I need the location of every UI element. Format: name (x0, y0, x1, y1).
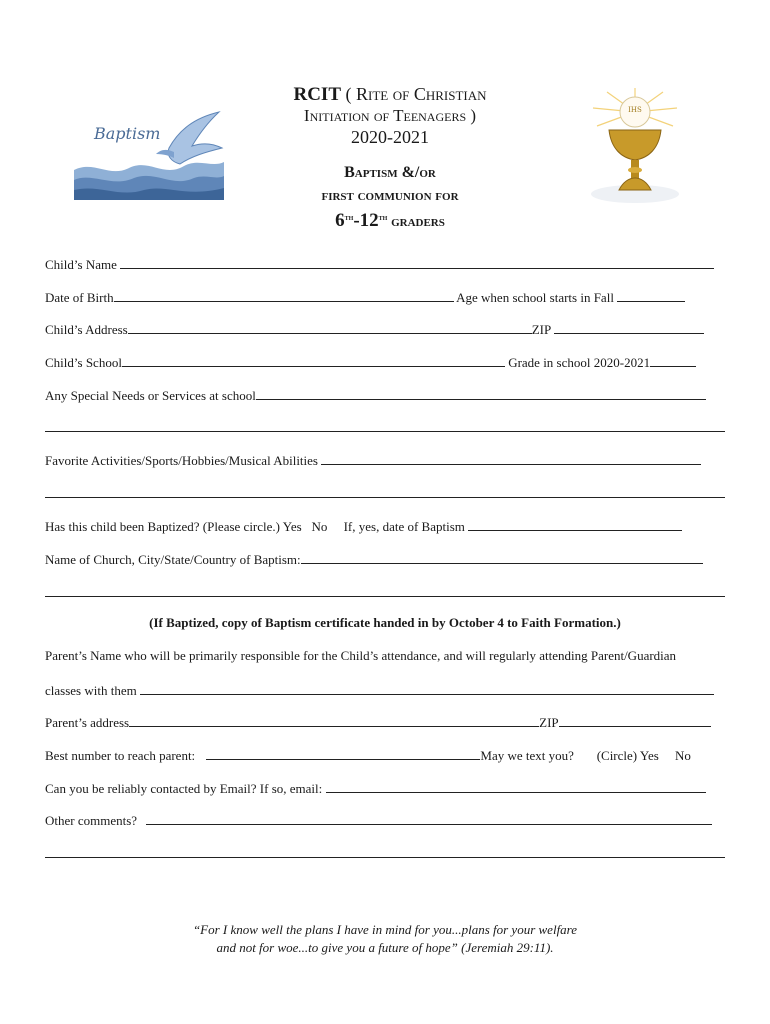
grade-end-suffix: th (378, 211, 388, 222)
childs-school-field[interactable] (122, 353, 505, 367)
dob-row (45, 288, 685, 306)
email-field[interactable] (326, 779, 706, 793)
parent-name-field[interactable] (140, 681, 714, 695)
church-field[interactable] (301, 550, 703, 564)
baptized-row (45, 517, 682, 535)
chalice-icon (585, 86, 685, 206)
grade-start: 6 (335, 209, 345, 231)
activities-label: Favorite Activities/Sports/Hobbies/Musical Abilities (45, 453, 318, 468)
program-name-part2: Initiation of Teenagers ) (303, 105, 477, 125)
age-fall-field[interactable] (617, 288, 685, 302)
other-comments-label: Other comments? (45, 813, 138, 828)
special-needs-label: Any Special Needs or Services at school (45, 388, 256, 403)
best-number-field[interactable] (206, 746, 480, 760)
program-title-line1 (230, 84, 550, 106)
comments-row (45, 811, 712, 829)
grade-in-school-label: Grade in school 2020-2021 (508, 355, 651, 370)
ihs-text: IHS (628, 106, 642, 114)
email-question-label: Can you be reliably contacted by Email? If so, email: (45, 781, 323, 796)
parent-responsible-row (45, 648, 676, 664)
special-needs-row (45, 386, 706, 404)
childs-address-label: Child’s Address (45, 322, 128, 337)
dob-label: Date of Birth (45, 290, 114, 305)
baptized-no-option[interactable]: No (311, 519, 328, 534)
comments-extra-line[interactable] (45, 857, 725, 858)
text-yes-option[interactable]: (Circle) Yes (596, 748, 659, 763)
baptism-dove-image (74, 108, 224, 200)
baptism-script-text: Baptism (94, 124, 161, 143)
grade-dash: - (353, 209, 360, 231)
parent-zip-label: ZIP (539, 715, 559, 730)
baptism-date-label: If, yes, date of Baptism (343, 519, 465, 534)
childs-school-row (45, 353, 696, 371)
childs-address-row (45, 320, 704, 338)
childs-name-label: Child’s Name (45, 257, 117, 272)
special-needs-extra-line[interactable] (45, 431, 725, 432)
scripture-quote (0, 921, 770, 956)
dove-water-icon (74, 108, 224, 200)
chalice-host-image (585, 86, 685, 206)
grade-word: graders (391, 213, 445, 230)
may-text-label: May we text you? (480, 748, 574, 763)
baptized-yes-option[interactable]: Yes (282, 519, 302, 534)
parent-zip-field[interactable] (559, 713, 711, 727)
church-row (45, 550, 703, 568)
parent-address-row (45, 713, 711, 731)
dob-field[interactable] (114, 288, 454, 302)
parent-address-label: Parent’s address (45, 715, 130, 730)
program-years: 2020-2021 (351, 127, 429, 148)
age-fall-label: Age when school starts in Fall (456, 290, 614, 305)
sacrament-title: Baptism &/or (344, 164, 436, 182)
childs-zip-label: ZIP (531, 322, 551, 337)
childs-name-field[interactable] (120, 255, 714, 269)
grade-start-suffix: th (344, 211, 354, 222)
classes-with-them-label: classes with them (45, 683, 137, 698)
form-header (230, 84, 550, 232)
special-needs-field[interactable] (256, 386, 706, 400)
quote-line-2: and not for woe...to give you a future of hope” (Jeremiah 29:11). (216, 939, 554, 955)
other-comments-field[interactable] (146, 811, 712, 825)
childs-address-field[interactable] (128, 320, 532, 334)
phone-row (45, 746, 691, 764)
baptized-question-label: Has this child been Baptized? (Please circle.) (45, 519, 280, 534)
childs-zip-field[interactable] (554, 320, 704, 334)
childs-name-row (45, 255, 714, 273)
program-name-part1: ( Rite of Christian (345, 84, 487, 104)
classes-row (45, 681, 714, 699)
grade-range (230, 210, 550, 232)
parent-responsible-label: Parent’s Name who will be primarily responsible for the Child’s attendance, and will regularly attending Parent/Guardian (45, 648, 677, 663)
activities-extra-line[interactable] (45, 497, 725, 498)
church-extra-line[interactable] (45, 596, 725, 597)
text-no-option[interactable]: No (675, 748, 691, 763)
best-number-label: Best number to reach parent: (45, 748, 196, 763)
grade-end: 12 (359, 209, 379, 231)
grade-in-school-field[interactable] (650, 353, 696, 367)
certificate-notice: (If Baptized, copy of Baptism certificate handed in by October 4 to Faith Formation.) (149, 615, 621, 630)
quote-line-1: “For I know well the plans I have in mind for you...plans for your welfare (192, 922, 578, 937)
baptism-date-field[interactable] (468, 517, 682, 531)
parent-address-field[interactable] (129, 713, 539, 727)
communion-title: first communion for (321, 188, 459, 205)
activities-row (45, 451, 701, 469)
church-label: Name of Church, City/State/Country of Baptism: (45, 552, 301, 567)
activities-field[interactable] (321, 451, 701, 465)
program-abbreviation: RCIT (293, 84, 341, 105)
email-row (45, 779, 706, 797)
childs-school-label: Child’s School (45, 355, 122, 370)
